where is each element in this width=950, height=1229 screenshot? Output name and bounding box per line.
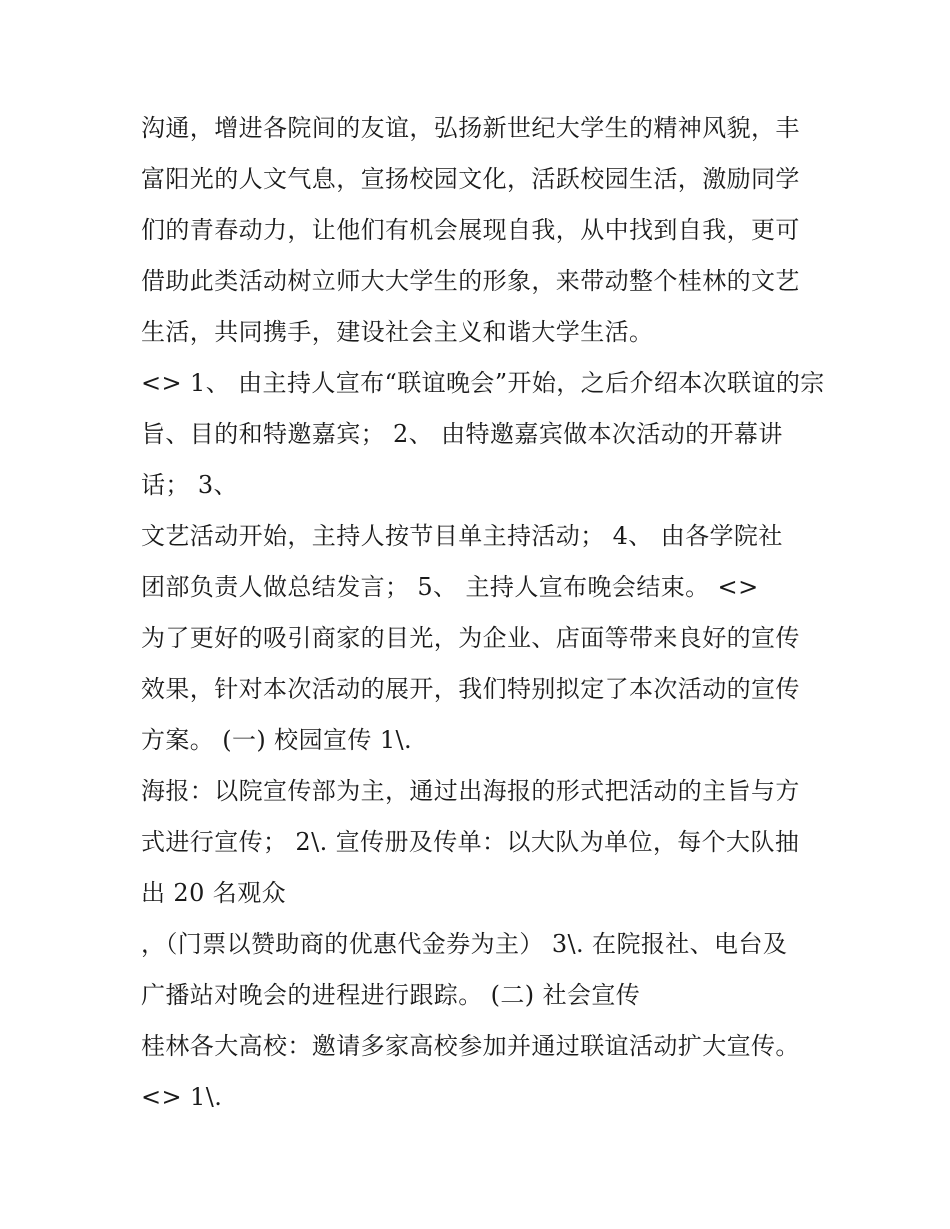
text-line: 效果，针对本次活动的展开，我们特别拟定了本次活动的宣传: [141, 675, 800, 703]
text-line: 们的青春动力，让他们有机会展现自我，从中找到自我，更可: [141, 216, 800, 244]
text-line: 桂林各大高校：邀请多家高校参加并通过联谊活动扩大宣传。: [141, 1032, 800, 1060]
text-line: 话； 3、: [141, 471, 238, 499]
text-line: 方案。 (一) 校园宣传 1\.: [141, 726, 412, 754]
text-line: 借助此类活动树立师大大学生的形象，来带动整个桂林的文艺: [141, 267, 800, 295]
text-line: ，（门票以赞助商的优惠代金券为主） 3\. 在院报社、电台及: [141, 930, 788, 958]
text-line: 富阳光的人文气息，宣扬校园文化，活跃校园生活，激励同学: [141, 165, 800, 193]
text-line: 式进行宣传； 2\. 宣传册及传单：以大队为单位，每个大队抽: [141, 828, 800, 856]
text-line: 团部负责人做总结发言； 5、 主持人宣布晚会结束。 <>: [141, 573, 759, 601]
text-line: 广播站对晚会的进程进行跟踪。 (二) 社会宣传: [141, 981, 641, 1009]
text-line: 旨、目的和特邀嘉宾； 2、 由特邀嘉宾做本次活动的开幕讲: [141, 420, 783, 448]
text-line: 沟通，增进各院间的友谊，弘扬新世纪大学生的精神风貌，丰: [141, 114, 800, 142]
text-line: <> 1\.: [141, 1083, 223, 1111]
text-line: 海报：以院宣传部为主，通过出海报的形式把活动的主旨与方: [141, 777, 800, 805]
text-line: 生活，共同携手，建设社会主义和谐大学生活。: [141, 318, 654, 346]
text-line: 为了更好的吸引商家的目光，为企业、店面等带来良好的宣传: [141, 624, 800, 652]
text-line: 文艺活动开始，主持人按节目单主持活动； 4、 由各学院社: [141, 522, 783, 550]
text-line: <> 1、 由主持人宣布“联谊晚会”开始，之后介绍本次联谊的宗: [141, 369, 825, 397]
text-line: 出 20 名观众: [141, 879, 286, 907]
